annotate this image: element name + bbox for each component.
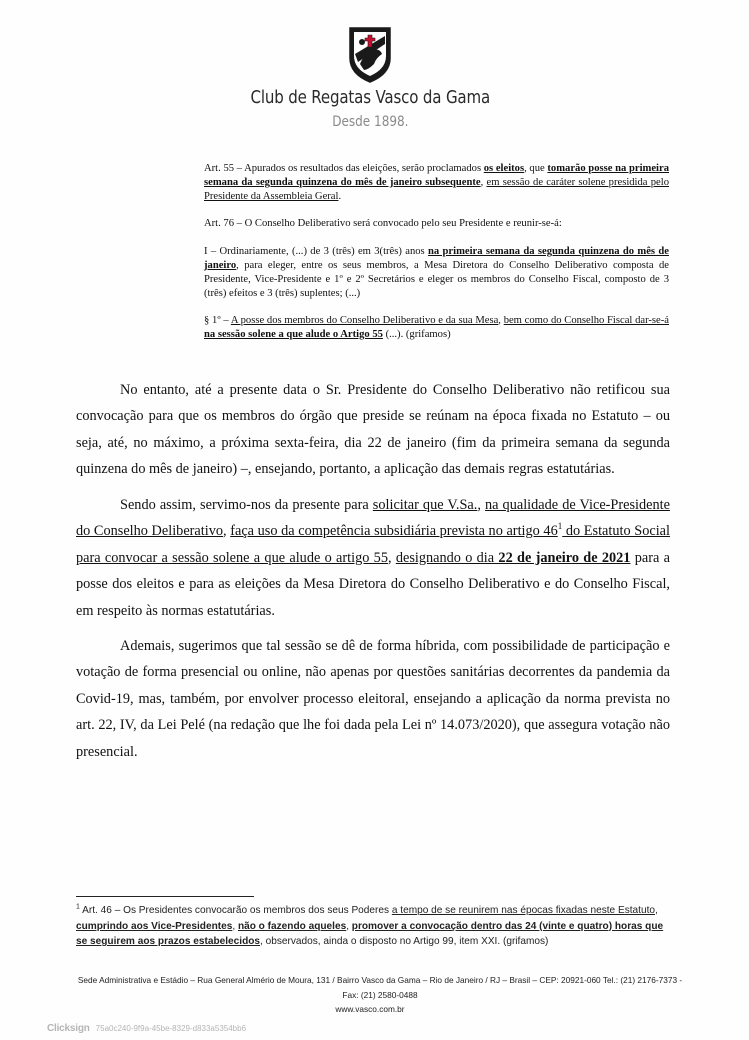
body-paragraph-2: Sendo assim, servimo-nos da presente para solicitar que V.Sa., na qualidade de Vice-Presidente do Conselho Deliberativo, faça uso da competência subsidiária prevista no artigo $46^1$ do Estatuto Social para convocar a sessão solene a que alude o artigo 55, designando o dia 22 de janeiro de 2021 para a posse dos eleitos e para as eleições da Mesa Diretora do Conselho Deliberativo e do Conselho Fiscal, em respeito às normas estatutárias.: [76, 497, 670, 619]
document-hash: 75a0c240-9f9a-45be-8329-d833a5354bb6: [95, 1024, 247, 1033]
club-name: Club de Regatas Vasco da Gama: [250, 88, 490, 108]
body-paragraph-3: Ademais, sugerimos que tal sessão se dê de forma híbrida, com possibilidade de participação e votação de forma presencial ou online, não apenas por questões sanitárias decorrentes da pandemia da Covid-19, mas, também, por envolver processo eleitoral, ensejando a aplicação da norma prevista no art. 22, IV, da Lei Pelé (na redação que lhe foi dada pela Lei nº 14.073/2020), que assegura votação não presencial.: [76, 638, 670, 760]
clicksign-brand: Clicksign: [47, 1023, 90, 1034]
footnote: $^1$ Art. 46 – Os Presidentes convocarão os membros dos seus Poderes a tempo de se reunirem nas épocas fixadas neste Estatuto, cumprindo aos Vice-Presidentes, não o fazendo aqueles, promover a convocação dentro das 24 (vinte e quatro) horas que se seguirem aos prazos estabelecidos, observados, ainda o disposto no Artigo 99, item XXI. (grifamos): [76, 903, 664, 947]
footnote-divider: [76, 896, 254, 897]
body-paragraph-1: No entanto, até a presente data o Sr. Presidente do Conselho Deliberativo não retificou sua convocação para que os membros do órgão que preside se reúnam na época fixada no Estatuto – ou seja, até, no máximo, a próxima sexta-feira, dia 22 de janeiro (fim da primeira semana da segunda quinzena do mês de janeiro) –, ensejando, portanto, a aplicação das demais regras estatutárias.: [76, 382, 670, 478]
quote-item1: I – Ordinariamente, (...) de 3 (três) em 3(três) anos na primeira semana da segunda quinzena do mês de janeiro, para eleger, entre os seus membros, a Mesa Diretora do Conselho Deliberativo composta de Presidente, Vice-Presidente e 1º e 2º Secretários e eleger os membros do Conselho Fiscal, composto de 3 (três) efeitos e 3 (três) suplentes; (...): [204, 246, 669, 299]
club-since: Desde 1898.: [331, 114, 409, 130]
footer-address: Sede Administrativa e Estádio – Rua General Almério de Moura, 131 / Bairro Vasco da Gama – Rio de Janeiro / RJ – Brasil – CEP: 20921-060 Tel.: (21) 2176-7373 - Fax: (21) 2580-0488: [77, 975, 683, 1000]
clicksign-watermark: [47, 1018, 246, 1036]
footer-website: www.vasco.com.br: [335, 1004, 405, 1014]
vasco-crest-logo: [346, 24, 394, 84]
quote-paragraph1: § 1º – A posse dos membros do Conselho Deliberativo e da sua Mesa, bem como do Conselho Fiscal dar-se-á na sessão solene a que alude o Artigo 55 (...). (grifamos): [204, 315, 669, 340]
quote-art55: Art. 55 – Apurados os resultados das eleições, serão proclamados os eleitos, que tomarão posse na primeira semana da segunda quinzena do mês de janeiro subsequente, em sessão de caráter solene presidida pelo Presidente da Assembleia Geral.: [204, 163, 669, 202]
quote-art76: Art. 76 – O Conselho Deliberativo será convocado pelo seu Presidente e reunir-se-á:: [204, 218, 562, 229]
footnote-ref: 1: [557, 521, 563, 532]
